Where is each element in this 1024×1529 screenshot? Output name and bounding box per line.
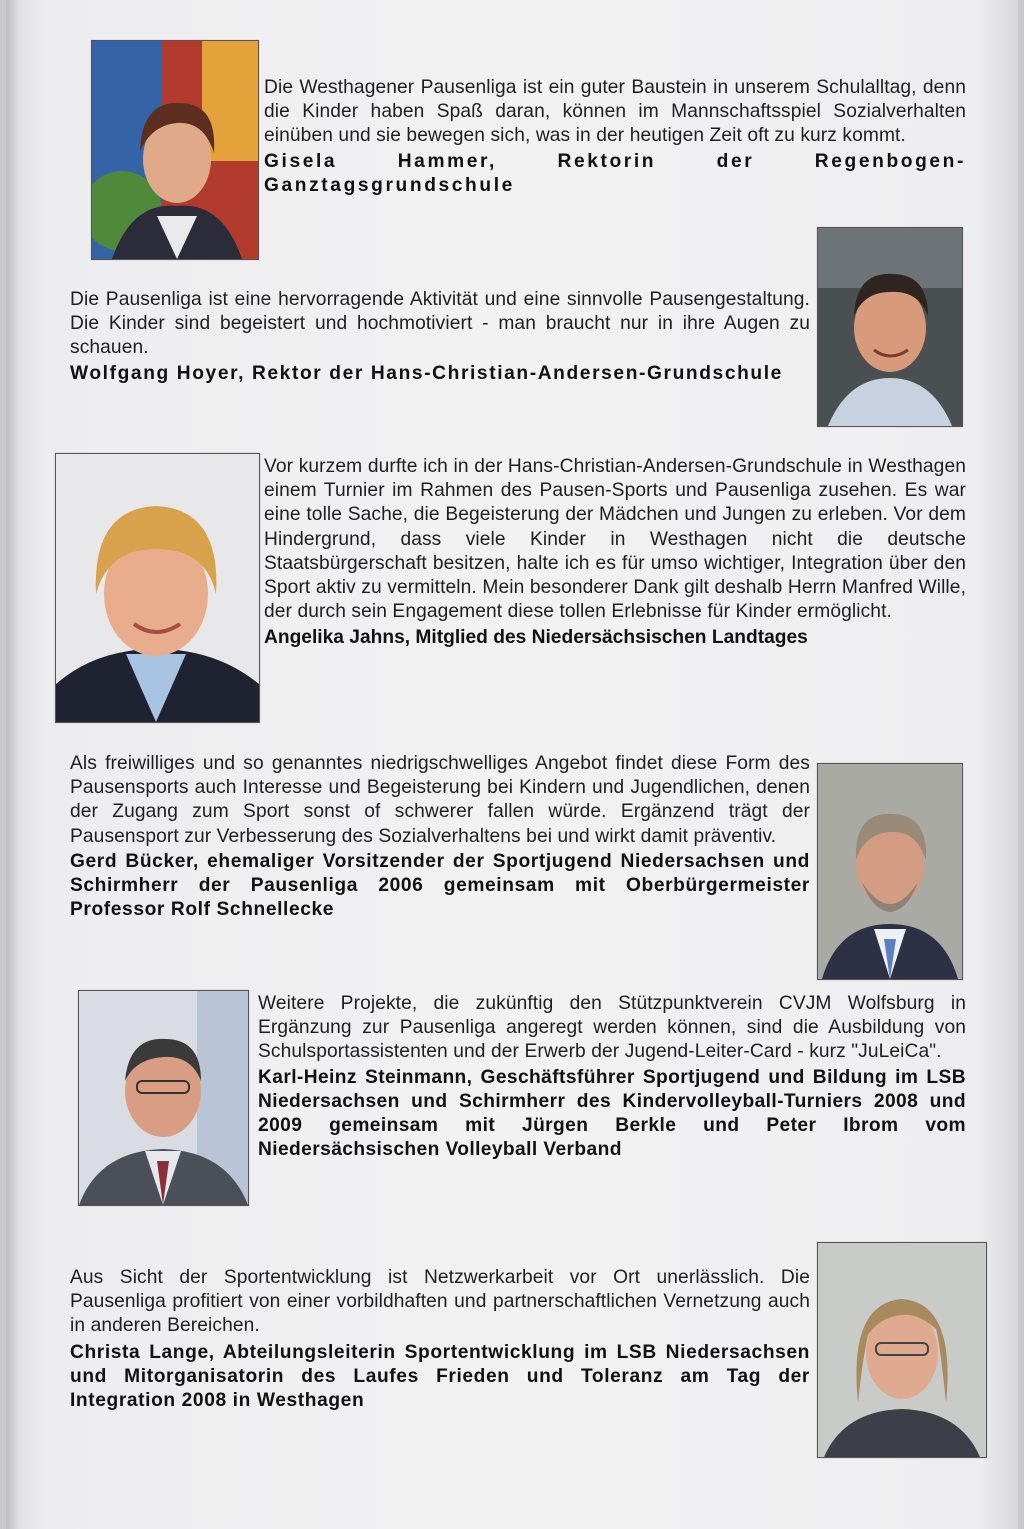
testimonial-4: [70, 752, 810, 922]
testimonial-3-author: Angelika Jahns, Mitglied des Niedersächsischen Landtages: [264, 627, 808, 649]
testimonial-5-author: Karl-Heinz Steinmann, Geschäftsführer Sportjugend und Bildung im LSB Niedersachsen und Schirmherr des Kindervolleyball-Turniers 2008 und 2009 gemeinsam mit Jürgen Berkle und Peter Ibrom vom Niedersächsischen Volleyball Verband: [258, 1066, 966, 1161]
portrait-photo-4: [817, 763, 963, 980]
portrait-photo-2: [817, 227, 963, 427]
testimonial-1: [264, 76, 966, 198]
testimonial-6-quote: Aus Sicht der Sportentwicklung ist Netzwerkarbeit vor Ort unerlässlich. Die Pausenliga profitiert von einer vorbildhaften und partnerschaftlichen Vernetzung auch in anderen Bereichen.: [70, 1267, 810, 1337]
brochure-page: [6, 0, 1018, 1529]
portrait-photo-3: [55, 453, 260, 723]
testimonial-2-author: Wolfgang Hoyer, Rektor der Hans-Christian-Andersen-Grundschule: [70, 362, 783, 384]
portrait-photo-6: [817, 1242, 987, 1458]
testimonial-3-quote: Vor kurzem durfte ich in der Hans-Christian-Andersen-Grundschule in Westhagen einem Turnier im Rahmen des Pausen-Sports und Pausenliga zusehen. Es war eine tolle Sache, die Begeisterung der Mädchen und Jungen zu erleben. Vor dem Hindergrund, dass viele Kinder in Westhagen nicht die deutsche Staatsbürgerschaft besitzen, halte ich es für umso wichtiger, Integration über den Sport aktiv zu vermitteln. Mein besonderer Dank gilt deshalb Herrn Manfred Wille, der durch sein Engagement diese tollen Erlebnisse für Kinder ermöglicht.: [264, 456, 966, 623]
testimonial-4-quote: Als freiwilliges und so genanntes niedrigschwelliges Angebot findet diese Form des Pausensports auch Interesse und Begeisterung bei Kindern und Jugendlichen, denen der Zugang zum Sport sonst of schwerer fallen würde. Ergänzend trägt der Pausensport zur Verbesserung des Sozialverhaltens bei und wirkt damit präventiv.: [70, 753, 810, 847]
testimonial-2-quote: Die Pausenliga ist eine hervorragende Aktivität und eine sinnvolle Pausengestaltung. Die Kinder sind begeistert und hochmotiviert - man braucht nur in ihre Augen zu schauen.: [70, 289, 810, 359]
portrait-photo-1: [91, 40, 259, 260]
testimonial-3: [264, 455, 966, 651]
testimonial-6-author: Christa Lange, Abteilungsleiterin Sportentwicklung im LSB Niedersachsen und Mitorganisatorin des Laufes Frieden und Toleranz am Tag der Integration 2008 in Westhagen: [70, 1341, 810, 1412]
testimonial-5: [258, 992, 966, 1162]
testimonial-5-quote: Weitere Projekte, die zukünftig den Stützpunktverein CVJM Wolfsburg in Ergänzung zur Pausenliga angeregt werden können, sind die Ausbildung von Schulsportassistenten und der Erwerb der Jugend-Leiter-Card - kurz "JuLeiCa".: [258, 993, 966, 1063]
testimonial-1-author: Gisela Hammer, Rektorin der Regenbogen-Ganztagsgrundschule: [264, 150, 966, 196]
portrait-photo-5: [78, 990, 249, 1206]
testimonial-1-quote: Die Westhagener Pausenliga ist ein guter Baustein in unserem Schulalltag, denn die Kinder haben Spaß daran, können im Mannschaftsspiel Sozialverhalten einüben und sie bewegen sich, was in der heutigen Zeit oft zu kurz kommt.: [264, 77, 966, 147]
testimonial-2: [70, 288, 810, 386]
testimonial-6: [70, 1266, 810, 1413]
testimonial-4-author: Gerd Bücker, ehemaliger Vorsitzender der Sportjugend Niedersachsen und Schirmherr der Pausenliga 2006 gemeinsam mit Oberbürgermeister Professor Rolf Schnellecke: [70, 850, 810, 921]
